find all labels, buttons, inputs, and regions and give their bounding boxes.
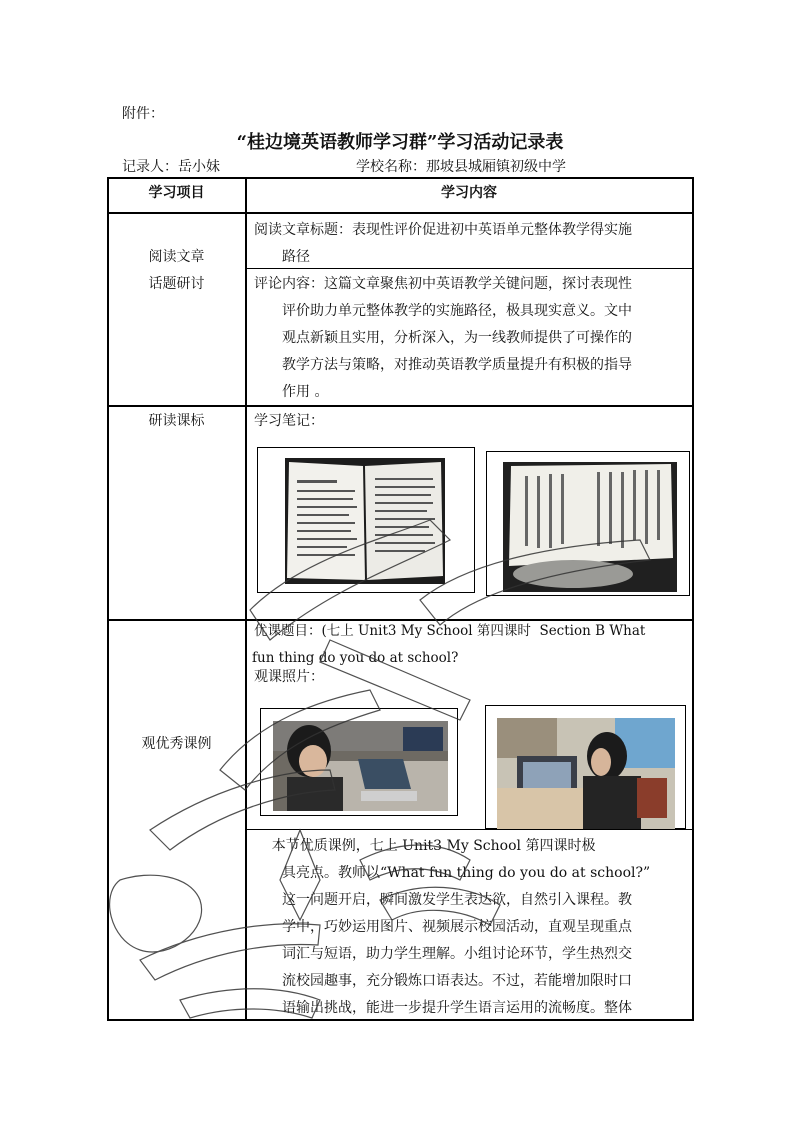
- row-item-curriculum: 研读课标: [148, 413, 205, 429]
- school-name-label: 学校名称：那坡县城厢镇初级中学: [356, 159, 566, 175]
- observation-photo-label: 观课照片：: [254, 669, 324, 685]
- document-title: “桂边境英语教师学习群”学习活动记录表: [236, 132, 564, 153]
- article-title: [254, 217, 694, 271]
- review-line: 这一问题开启，瞬间激发学生表达欲，自然引入课程。教: [282, 892, 632, 908]
- article-comment: [254, 271, 694, 406]
- review-line: 语输出挑战，能进一步提升学生语言运用的流畅度。整体: [282, 1000, 632, 1016]
- lesson-review: [254, 833, 694, 1022]
- study-notes-label: 学习笔记：: [254, 413, 324, 429]
- column-header-item: 学习项目: [148, 185, 205, 201]
- review-line: 具亮点。教师以“What fun thing do you do at school?”: [282, 865, 651, 881]
- lesson-title-line: 优课题目：(七上 Unit3 My School 第四课时 Section B What: [254, 623, 646, 639]
- recorder-label: 记录人：岳小妹: [122, 159, 220, 175]
- review-line: 学中，巧妙运用图片、视频展示校园活动，直观呈现重点: [282, 919, 632, 935]
- review-line: 词汇与短语，助力学生理解。小组讨论环节，学生热烈交: [282, 946, 632, 962]
- book-spine-photo: [503, 462, 677, 592]
- row-item-excellent-lesson: 观优秀课例: [141, 736, 212, 752]
- article-title-line: 路径: [282, 249, 310, 265]
- teacher-laptop-photo-1: [273, 721, 448, 811]
- comment-line: 评论内容：这篇文章聚焦初中英语教学关键问题，探讨表现性: [254, 276, 632, 292]
- comment-line: 教学方法与策略，对推动英语教学质量提升有积极的指导: [282, 357, 632, 373]
- attachment-label: 附件：: [122, 106, 164, 122]
- review-line: 流校园趣事，充分锻炼口语表达。不过，若能增加限时口: [282, 973, 632, 989]
- comment-line: 观点新颖且实用，分析深入，为一线教师提供了可操作的: [282, 330, 632, 346]
- row-item-line: 阅读文章: [148, 249, 205, 265]
- book-page-photo: [285, 458, 445, 584]
- article-title-line: 阅读文章标题：表现性评价促进初中英语单元整体教学得实施: [254, 222, 632, 238]
- teacher-laptop-photo-2: [497, 718, 675, 829]
- lesson-title-line: fun thing do you do at school?: [252, 650, 459, 666]
- row-item-reading-topic: [108, 244, 245, 298]
- column-header-content: 学习内容: [441, 185, 497, 201]
- row-item-line: 话题研讨: [148, 276, 205, 292]
- comment-line: 评价助力单元整体教学的实施路径，极具现实意义。文中: [282, 303, 632, 319]
- review-line: 本节优质课例，七上 Unit3 My School 第四课时极: [254, 838, 596, 854]
- comment-line: 作用 。: [282, 384, 329, 400]
